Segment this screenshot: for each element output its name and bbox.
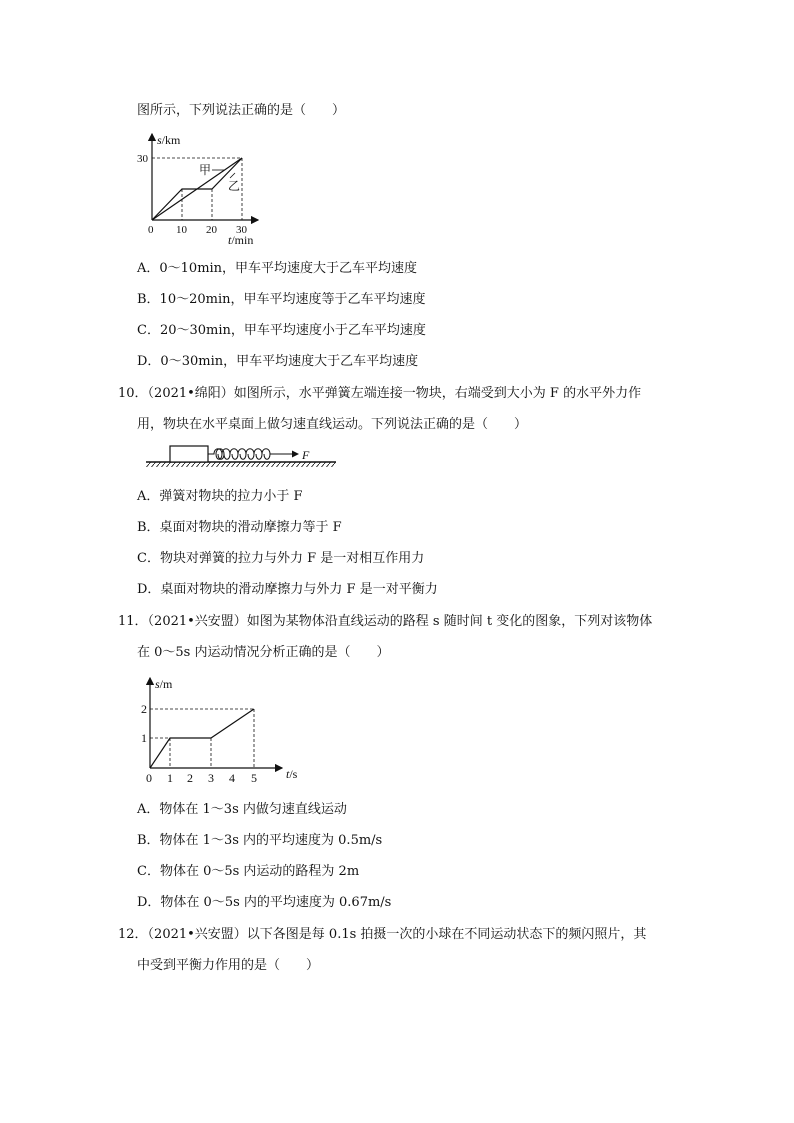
q11-x-tick-4: 4 [229,771,235,785]
q9-option-b: B．10～20min，甲车平均速度等于乙车平均速度 [137,292,426,307]
q10-block [170,446,208,462]
q9-y-tick-30: 30 [137,153,148,165]
q10-option-b: B．桌面对物块的滑动摩擦力等于 F [137,520,342,535]
q11-option-b: B．物体在 1～3s 内的平均速度为 0.5m/s [137,833,383,848]
q10-stem-line-2: 用，物块在水平桌面上做匀速直线运动。下列说法正确的是（ ） [137,417,528,432]
q11-option-c: C．物体在 0～5s 内运动的路程为 2m [137,864,360,879]
q11-y-tick-2: 2 [141,702,147,716]
q9-label-yi: 乙 [228,179,241,193]
q10-force-label: F [302,448,310,462]
q11-x-tick-1: 1 [167,771,173,785]
q10-option-d: D．桌面对物块的滑动摩擦力与外力 F 是一对平衡力 [137,582,438,597]
q9-y-unit: s/km [157,133,181,147]
q10-spring [208,449,276,460]
q11-stem-line-2: 在 0～5s 内运动情况分析正确的是（ ） [137,645,390,660]
q9-option-d: D．0～30min，甲车平均速度大于乙车平均速度 [137,354,419,369]
q9-option-a: A．0～10min，甲车平均速度大于乙车平均速度 [137,261,418,276]
q9-x-tick-30: 30 [236,224,247,236]
q9-x-tick-10: 10 [176,224,187,236]
q11-y-tick-1: 1 [141,731,147,745]
q9-origin: 0 [148,224,154,236]
q11-option-a: A．物体在 1～3s 内做匀速直线运动 [137,802,347,817]
q12-stem-line-1: 12．（2021•兴安盟）以下各图是每 0.1s 拍摄一次的小球在不同运动状态下的频闪照片，其 [118,927,647,942]
q11-motion-line [150,709,254,768]
q10-stem-line-1: 10．（2021•绵阳）如图所示，水平弹簧左端连接一物块，右端受到大小为 F 的水平外力作 [118,386,642,401]
q10-table [146,462,336,467]
q12-stem-line-2: 中受到平衡力作用的是（ ） [137,958,320,973]
q11-stem-line-1: 11．（2021•兴安盟）如图为某物体沿直线运动的路程 s 随时间 t 变化的图象，下列对该物体 [118,614,653,629]
q9-stem-tail: 图所示，下列说法正确的是（ ） [137,103,346,118]
q11-x-tick-2: 2 [187,771,193,785]
q9-x-unit: t/min [228,233,254,247]
q9-label-jia: 甲 [199,163,212,177]
q11-y-unit: s/m [155,677,173,691]
q9-distance-time-graph [130,128,270,248]
q11-x-tick-5: 5 [251,771,257,785]
q11-distance-time-graph [138,672,308,784]
q10-spring-block-figure [144,440,344,470]
q10-option-c: C．物块对弹簧的拉力与外力 F 是一对相互作用力 [137,551,425,566]
q11-option-d: D．物体在 0～5s 内的平均速度为 0.67m/s [137,895,392,910]
q10-option-a: A．弹簧对物块的拉力小于 F [137,489,303,504]
q9-option-c: C．20～30min，甲车平均速度小于乙车平均速度 [137,323,426,338]
q11-x-tick-3: 3 [208,771,214,785]
q11-x-unit: t/s [286,767,298,781]
q11-origin: 0 [146,771,152,785]
q9-x-tick-20: 20 [206,224,217,236]
